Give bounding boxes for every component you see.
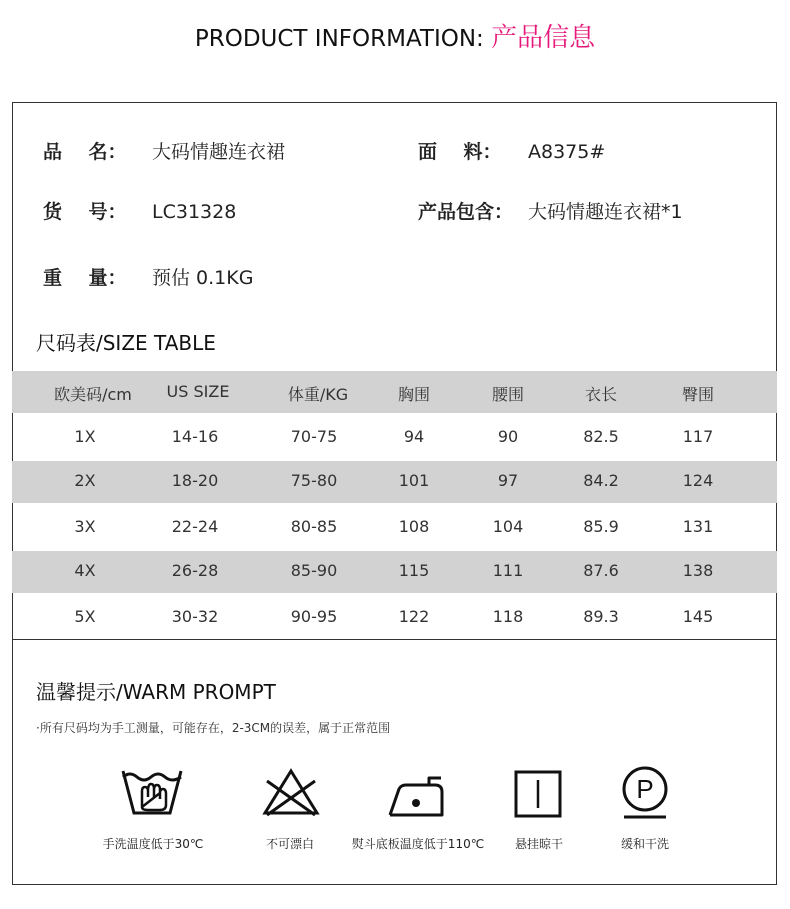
table-cell: 101 — [398, 471, 430, 490]
header-cell-waist: 腰围 — [491, 385, 525, 404]
gentle-dry-clean-icon — [620, 764, 670, 822]
table-cell: 124 — [682, 471, 714, 490]
table-cell: 115 — [398, 561, 430, 580]
header-cell-hip: 臀围 — [681, 385, 715, 404]
care-label-iron: 熨斗底板温度低于110℃ — [351, 837, 485, 851]
table-cell: 104 — [492, 517, 524, 536]
hand-wash-icon — [120, 767, 184, 817]
header-cell-eu-size: 欧美码/cm — [54, 385, 132, 404]
size-table-row-1x — [12, 413, 777, 461]
hang-dry-icon — [514, 770, 562, 818]
table-cell: 82.5 — [583, 427, 619, 446]
table-cell: 87.6 — [583, 561, 619, 580]
weight-value: 预估 0.1KG — [152, 267, 254, 289]
table-cell: 90-95 — [290, 607, 338, 626]
fabric-value: A8375# — [528, 141, 606, 163]
iron-icon — [387, 772, 445, 818]
size-table-title: 尺码表/SIZE TABLE — [36, 331, 216, 355]
table-cell: 117 — [682, 427, 714, 446]
table-cell: 94 — [403, 427, 425, 446]
care-label-hang-dry: 悬挂晾干 — [514, 837, 564, 851]
name-label: 品 名： — [43, 141, 127, 163]
header-cell-weight: 体重/KG — [287, 385, 349, 404]
size-table-row-4x — [12, 551, 777, 593]
dry-clean-symbol: P — [636, 774, 654, 804]
weight-label: 重 量： — [43, 267, 127, 289]
table-cell: 108 — [398, 517, 430, 536]
table-cell: 85.9 — [583, 517, 619, 536]
table-cell: 30-32 — [171, 607, 219, 626]
table-cell: 80-85 — [290, 517, 338, 536]
size-table-row-3x — [12, 503, 777, 551]
table-cell: 4X — [74, 561, 96, 580]
table-cell: 118 — [492, 607, 524, 626]
table-cell: 3X — [74, 517, 96, 536]
table-cell: 2X — [74, 471, 96, 490]
table-cell: 1X — [74, 427, 96, 446]
table-cell: 14-16 — [171, 427, 219, 446]
header-cell-length: 衣长 — [584, 385, 618, 404]
table-cell: 85-90 — [290, 561, 338, 580]
header-cell-bust: 胸围 — [397, 385, 431, 404]
table-cell: 84.2 — [583, 471, 619, 490]
size-table — [12, 371, 777, 641]
size-table-row-5x — [12, 593, 777, 641]
table-cell: 138 — [682, 561, 714, 580]
care-label-gentle-dry-clean: 缓和干洗 — [620, 837, 670, 851]
table-cell: 89.3 — [583, 607, 619, 626]
table-cell: 75-80 — [290, 471, 338, 490]
care-label-hand-wash: 手洗温度低于30℃ — [102, 837, 204, 851]
table-cell: 70-75 — [290, 427, 338, 446]
package-value: 大码情趣连衣裙*1 — [528, 201, 683, 223]
table-cell: 26-28 — [171, 561, 219, 580]
care-label-no-bleach: 不可漂白 — [265, 837, 315, 851]
size-table-row-2x — [12, 461, 777, 503]
table-cell: 122 — [398, 607, 430, 626]
page-title-cn: 产品信息 — [491, 23, 596, 53]
table-cell: 18-20 — [171, 471, 219, 490]
size-table-header — [12, 371, 777, 413]
measurement-note: ·所有尺码均为手工测量，可能存在，2-3CM的误差，属于正常范围 — [36, 721, 391, 735]
warm-prompt-title: 温馨提示/WARM PROMPT — [36, 680, 276, 704]
fabric-label: 面 料： — [418, 141, 502, 163]
table-cell: 111 — [492, 561, 524, 580]
table-cell: 145 — [682, 607, 714, 626]
table-cell: 131 — [682, 517, 714, 536]
item-label: 货 号： — [43, 201, 127, 223]
page-title-en: PRODUCT INFORMATION: — [194, 26, 492, 52]
name-value: 大码情趣连衣裙 — [152, 141, 286, 163]
table-cell: 97 — [497, 471, 519, 490]
no-bleach-icon — [261, 767, 321, 817]
table-cell: 5X — [74, 607, 96, 626]
table-cell: 22-24 — [171, 517, 219, 536]
header-cell-us-size: US SIZE — [166, 382, 230, 401]
table-cell: 90 — [497, 427, 519, 446]
package-label: 产品包含： — [418, 201, 514, 223]
item-value: LC31328 — [152, 201, 237, 223]
page-title — [0, 20, 790, 57]
